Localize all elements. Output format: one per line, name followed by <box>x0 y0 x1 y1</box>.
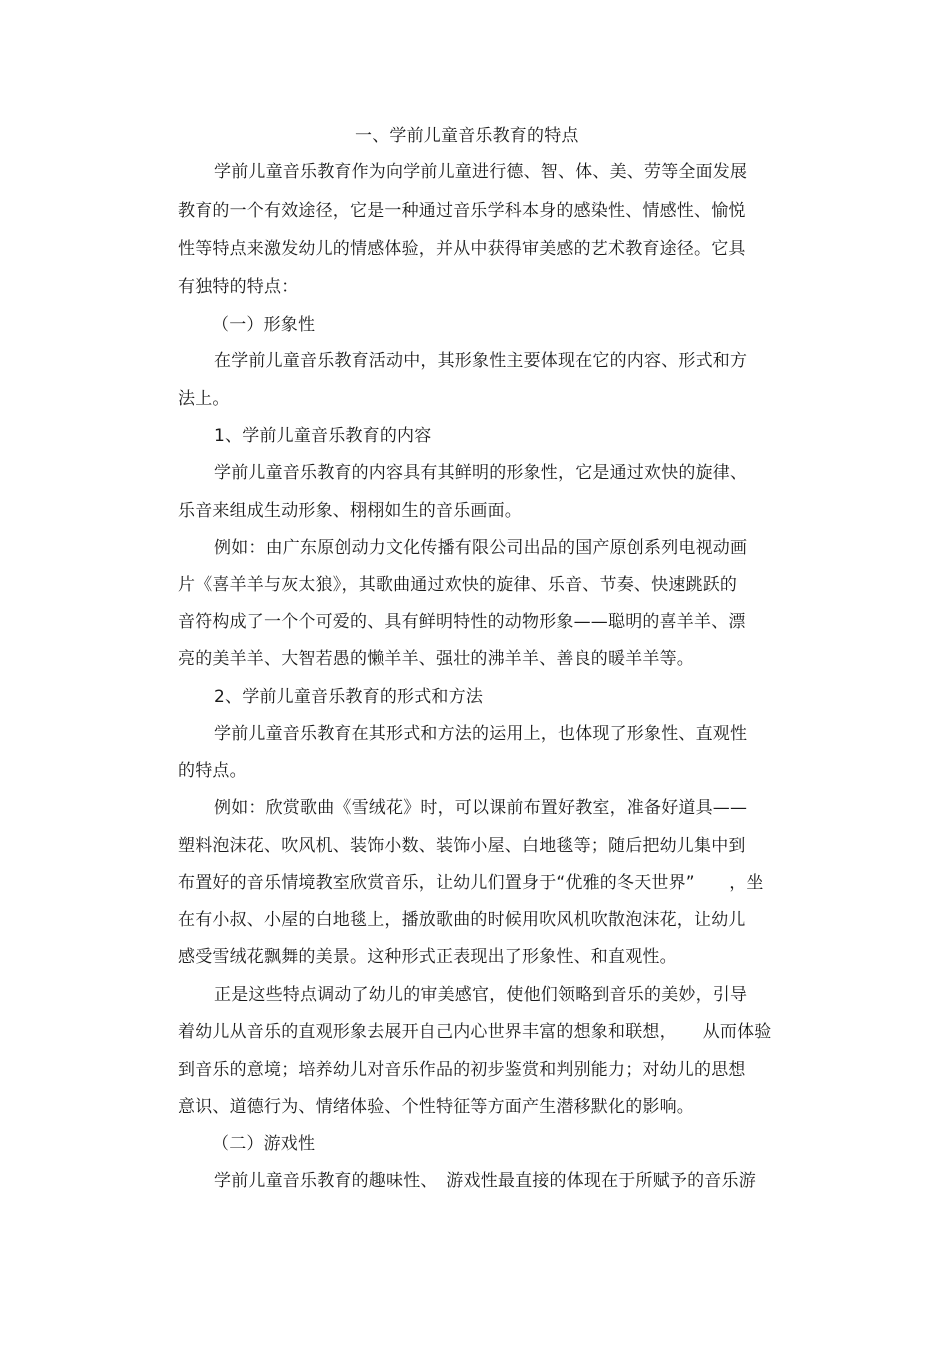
text-line: 学前儿童音乐教育的趣味性、 游戏性最直接的体现在于所赋予的音乐游 <box>214 1171 756 1191</box>
numbered-heading: 1、学前儿童音乐教育的内容 <box>214 426 432 446</box>
text-line: 在有小叔、小屋的白地毯上，播放歌曲的时候用吹风机吹散泡沫花，让幼儿 <box>178 910 746 930</box>
subsection-heading: （一）形象性 <box>212 315 316 335</box>
section-title: 一、学前儿童音乐教育的特点 <box>355 126 579 146</box>
text-line: 塑料泡沫花、吹风机、装饰小数、装饰小屋、白地毯等；随后把幼儿集中到 <box>178 836 746 856</box>
text-line: 学前儿童音乐教育在其形式和方法的运用上，也体现了形象性、直观性 <box>214 724 748 744</box>
text-line: 的特点。 <box>178 761 247 781</box>
text-line: 亮的美羊羊、大智若愚的懒羊羊、强壮的沸羊羊、善良的暖羊羊等。 <box>178 649 694 669</box>
text-line: 学前儿童音乐教育作为向学前儿童进行德、智、体、美、劳等全面发展 <box>214 162 748 182</box>
numbered-heading: 2、学前儿童音乐教育的形式和方法 <box>214 687 484 707</box>
subsection-heading: （二）游戏性 <box>212 1134 316 1154</box>
text-line: 法上。 <box>178 389 230 409</box>
text-line: 例如：欣赏歌曲《雪绒花》时，可以课前布置好教室，准备好道具—— <box>214 798 748 818</box>
text-line: 性等特点来激发幼儿的情感体验，并从中获得审美感的艺术教育途径。它具 <box>178 239 746 259</box>
text-line: 音符构成了一个个可爱的、具有鲜明特性的动物形象——聪明的喜羊羊、漂 <box>178 612 746 632</box>
text-line: 有独特的特点： <box>178 277 299 297</box>
text-line: 感受雪绒花飘舞的美景。这种形式正表现出了形象性、和直观性。 <box>178 947 677 967</box>
text-line: 片《喜羊羊与灰太狼》，其歌曲通过欢快的旋律、乐音、节奏、快速跳跃的 <box>178 575 738 595</box>
text-line: 正是这些特点调动了幼儿的审美感官，使他们领略到音乐的美妙，引导 <box>214 985 748 1005</box>
text-line: 例如：由广东原创动力文化传播有限公司出品的国产原创系列电视动画 <box>214 538 748 558</box>
text-line: 到音乐的意境；培养幼儿对音乐作品的初步鉴赏和判别能力；对幼儿的思想 <box>178 1060 746 1080</box>
text-line: 学前儿童音乐教育的内容具有其鲜明的形象性，它是通过欢快的旋律、 <box>214 463 748 483</box>
text-line: 布置好的音乐情境教室欣赏音乐，让幼儿们置身于“优雅的冬天世界” ，坐 <box>178 873 764 893</box>
text-line: 意识、道德行为、情绪体验、个性特征等方面产生潜移默化的影响。 <box>178 1097 694 1117</box>
text-line: 在学前儿童音乐教育活动中，其形象性主要体现在它的内容、形式和方 <box>214 351 748 371</box>
text-line: 着幼儿从音乐的直观形象去展开自己内心世界丰富的想象和联想， 从而体验 <box>178 1022 772 1042</box>
text-line: 乐音来组成生动形象、栩栩如生的音乐画面。 <box>178 501 522 521</box>
text-line: 教育的一个有效途径，它是一种通过音乐学科本身的感染性、情感性、愉悦 <box>178 201 746 221</box>
